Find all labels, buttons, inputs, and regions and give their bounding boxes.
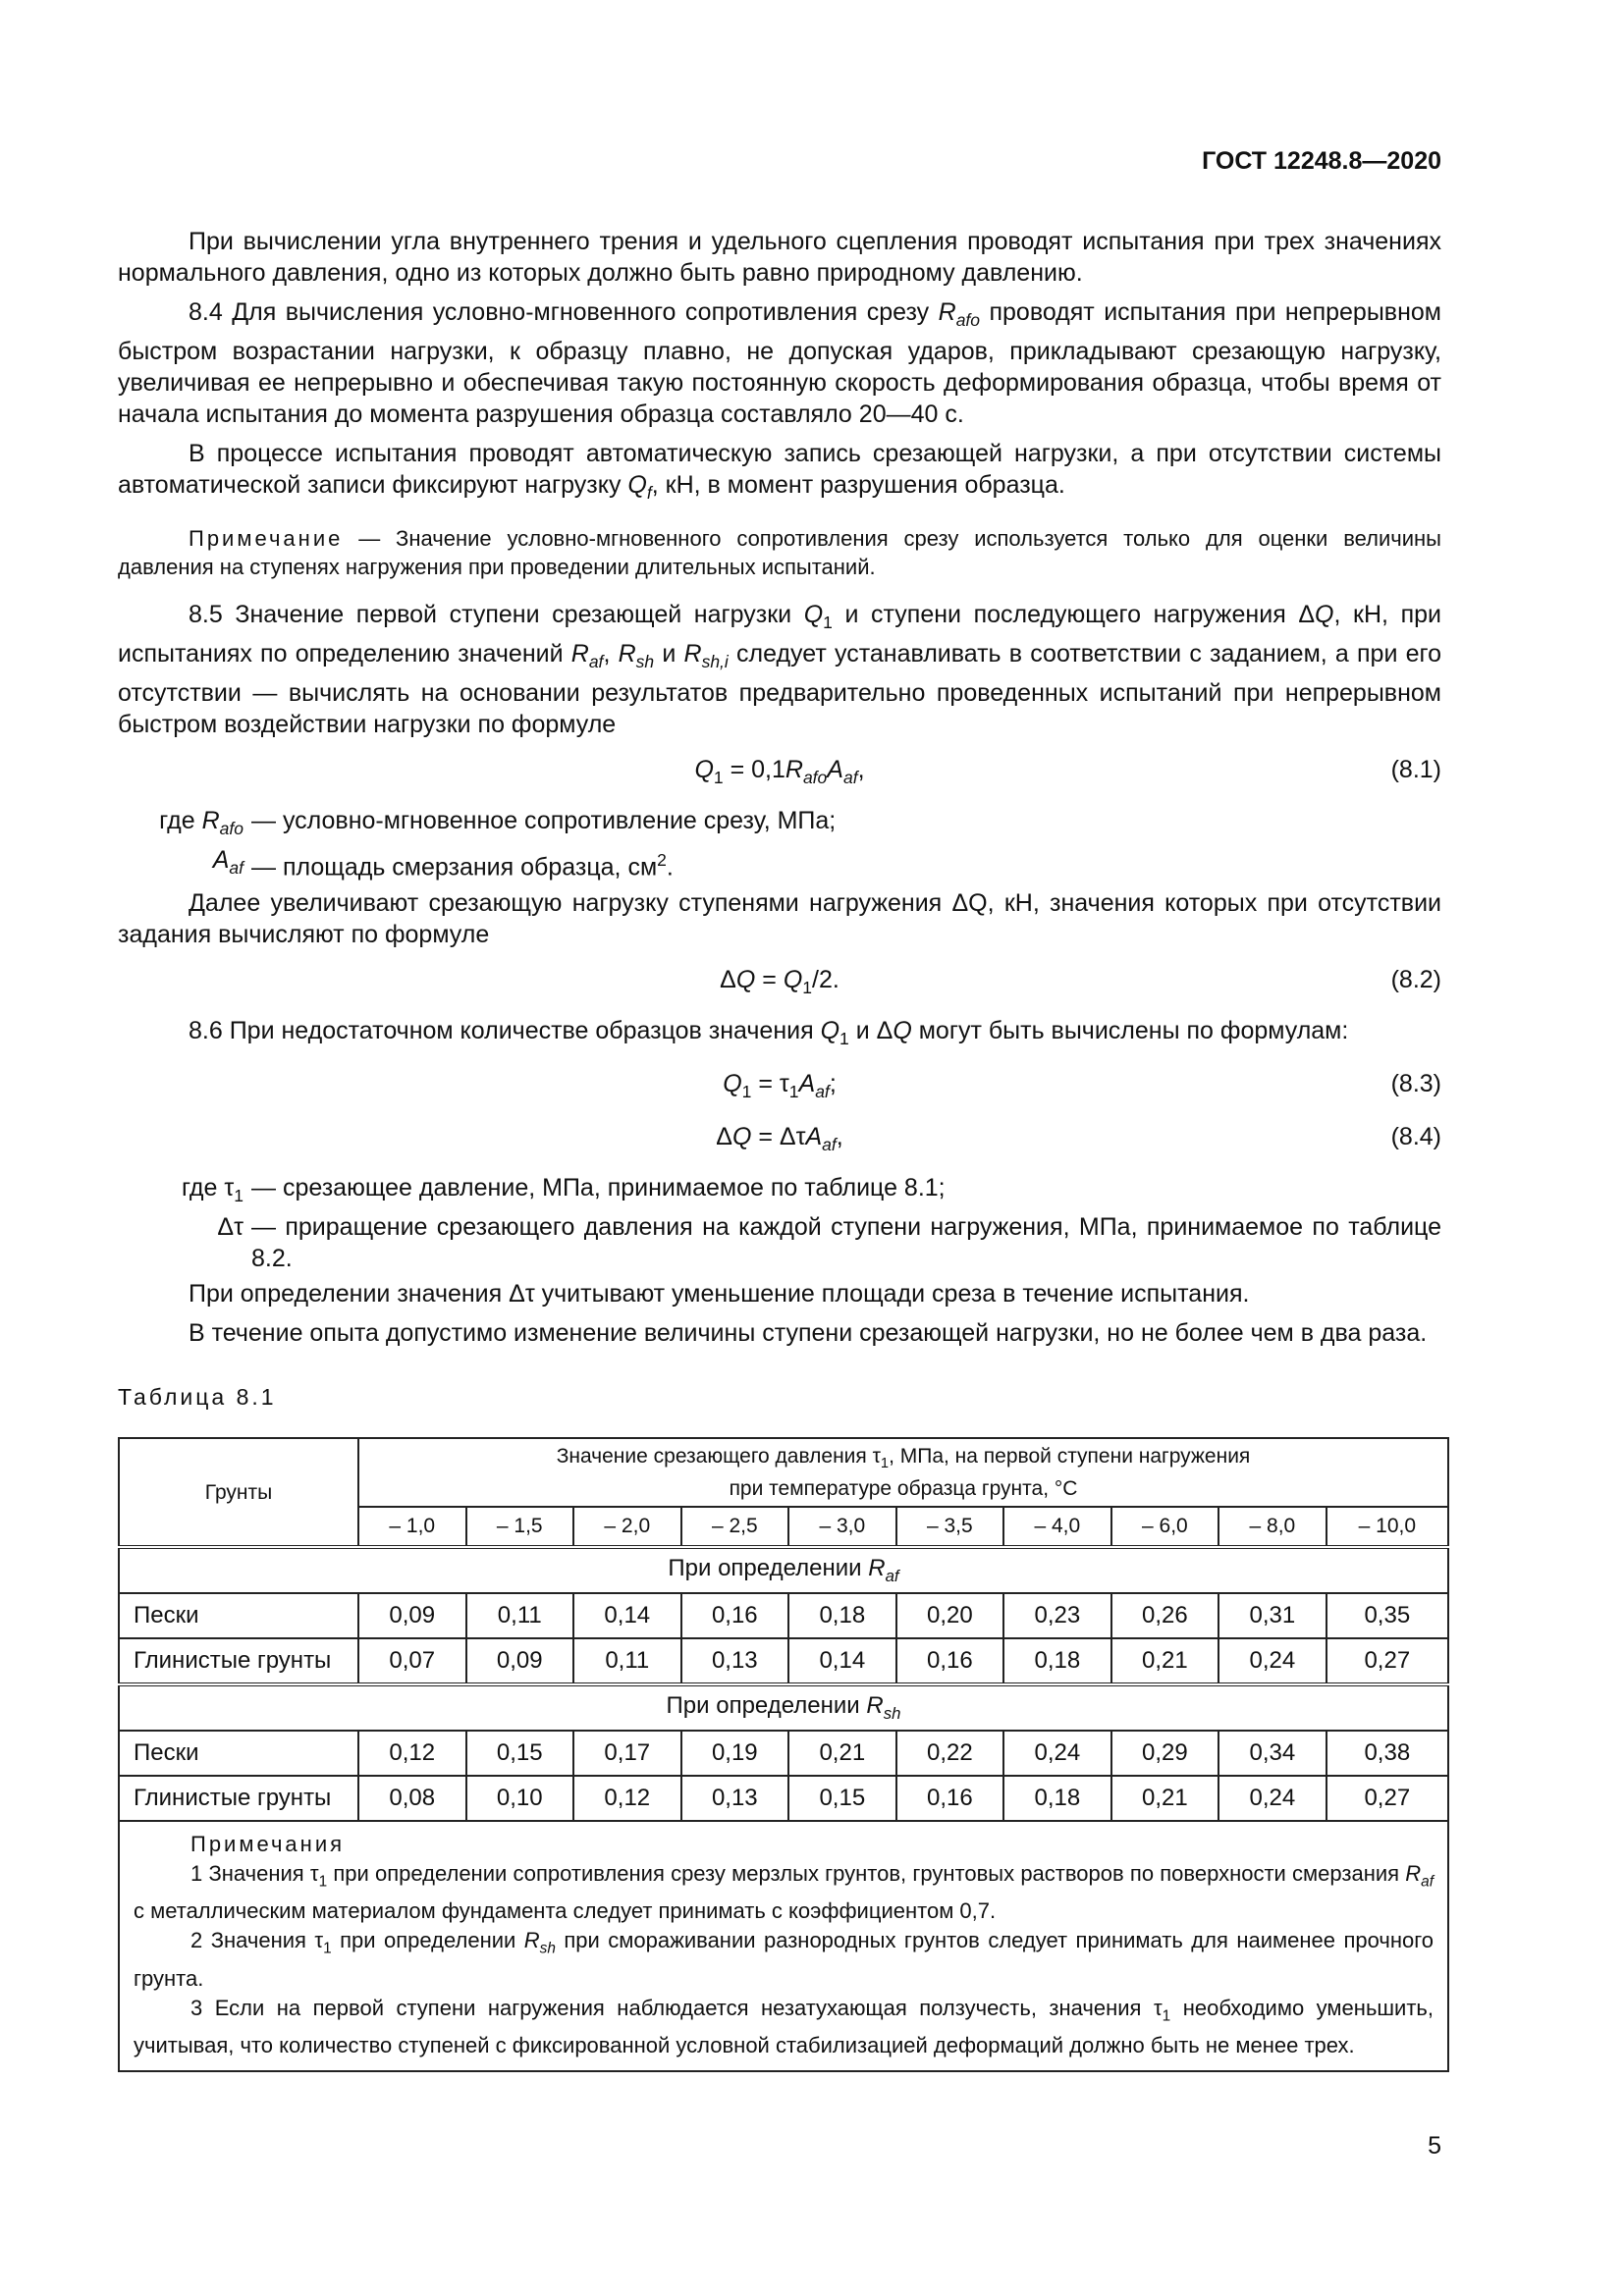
value-cell: 0,21 [1111, 1638, 1219, 1684]
section-title: При определении $R_{af}$ [119, 1547, 1448, 1593]
table-note-3: 3 Если на первой ступени нагружения наблюдается незатухающая ползучесть, значения $\tau_1$ необходимо уменьшить, учитывая, что количество ступеней с фиксированной условной стабилизацией деформаций должно быть не менее трех. [134, 1995, 1434, 2058]
table-section-row [119, 1684, 1448, 1731]
note-label: Примечание [189, 526, 344, 551]
where-list-1: где $R_{afo}$ — условно-мгновенное сопротивление срезу, МПа; $A_{af}$ — площадь смерзания образца, $см^2$. [159, 807, 837, 881]
table-note-2: 2 Значения $\tau_1$ при определении $R_{sh}$ при смораживании разнородных грунтов следует принимать для наименее прочного грунта. [134, 1928, 1434, 1991]
value-cell: 0,12 [573, 1776, 681, 1821]
document-code: ГОСТ 12248.8—2020 [1202, 147, 1441, 175]
table-row [119, 1731, 1448, 1776]
page-number: 5 [1428, 2132, 1441, 2160]
table-8-1 [118, 1437, 1449, 2072]
value-cell: 0,26 [1111, 1593, 1219, 1638]
formula-8-3: $Q_1 = \tau_1A_{af}$; (8.3) [723, 1070, 1441, 1101]
value-cell: 0,18 [1003, 1638, 1111, 1684]
value-cell: 0,27 [1326, 1638, 1448, 1684]
paragraph-8-4: 8.4 Для вычисления условно-мгновенного сопротивления срезу $R_{afo}$ проводят испытания при непрерывном быстром возрастании нагрузки, к образцу плавно, не допуская ударов, прикладывают срезающую нагрузку, увеличивая ее непрерывно и обеспечивая такую постоянную скорость деформирования образца, чтобы время от начала испытания до момента разрушения образца составляло 20—40 с. [118, 298, 1441, 428]
soil-type-cell: Пески [119, 1731, 358, 1776]
where-list-2: где $\tau_1$ — срезающее давление, МПа, принимаемое по таблице 8.1; Δτ — приращение срезающего давления на каждой ступени нагружения, МПа, принимаемое по таблице 8.2. [181, 1174, 1441, 1272]
temperature-header: – 4,0 [1003, 1507, 1111, 1547]
value-cell: 0,14 [788, 1638, 896, 1684]
value-cell: 0,19 [681, 1731, 789, 1776]
note-text: — Значение условно-мгновенного сопротивления срезу используется только для оценки величины давления на ступенях нагружения при проведении длительных испытаний. [118, 526, 1441, 579]
value-cell: 0,18 [788, 1593, 896, 1638]
value-header: Значение срезающего давления $\tau_1$, МПа, на первой ступени нагружения при температуре образца грунта, °С [358, 1438, 1448, 1507]
temperature-header: – 2,5 [681, 1507, 789, 1547]
temperature-header: – 1,5 [466, 1507, 574, 1547]
value-cell: 0,14 [573, 1593, 681, 1638]
soil-type-cell: Пески [119, 1593, 358, 1638]
value-cell: 0,16 [681, 1593, 789, 1638]
value-cell: 0,09 [358, 1593, 466, 1638]
value-cell: 0,08 [358, 1776, 466, 1821]
paragraph-intro: При вычислении угла внутреннего трения и удельного сцепления проводят испытания при трех значениях нормального давления, одно из которых должно быть равно природному давлению. [118, 228, 1441, 287]
soil-type-cell: Глинистые грунты [119, 1638, 358, 1684]
value-cell: 0,15 [466, 1731, 574, 1776]
note [118, 524, 1441, 581]
value-cell: 0,11 [466, 1593, 574, 1638]
body-text [118, 226, 1441, 1357]
value-cell: 0,13 [681, 1776, 789, 1821]
value-cell: 0,09 [466, 1638, 574, 1684]
formula-8-4: ΔQ = ΔτA$_{af}$, (8.4) [716, 1123, 1441, 1154]
value-cell: 0,38 [1326, 1731, 1448, 1776]
temperature-header: – 3,5 [896, 1507, 1004, 1547]
table-notes [119, 1821, 1448, 2071]
value-cell: 0,31 [1218, 1593, 1326, 1638]
temperature-header: – 2,0 [573, 1507, 681, 1547]
temperature-header: – 3,0 [788, 1507, 896, 1547]
value-cell: 0,17 [573, 1731, 681, 1776]
table-section-row [119, 1547, 1448, 1593]
value-cell: 0,16 [896, 1776, 1004, 1821]
value-cell: 0,07 [358, 1638, 466, 1684]
value-cell: 0,10 [466, 1776, 574, 1821]
table-row [119, 1638, 1448, 1684]
paragraph-8-6: 8.6 При недостаточном количестве образцов значения $Q_1$ и ΔQ могут быть вычислены по формулам: [189, 1017, 1349, 1048]
value-cell: 0,12 [358, 1731, 466, 1776]
value-cell: 0,20 [896, 1593, 1004, 1638]
paragraph-8-5: 8.5 Значение первой ступени срезающей нагрузки $Q_1$ и ступени последующего нагружения ΔQ, кН, при испытаниях по определению значений $R_{af}$, $R_{sh}$ и $R_{sh,i}$ следует устанавливать в соответствии с заданием, а при его отсутствии — вычислять на основании результатов предварительно проведенных испытаний при непрерывном быстром воздействии нагрузки по формуле [118, 601, 1442, 738]
value-cell: 0,27 [1326, 1776, 1448, 1821]
value-cell: 0,22 [896, 1731, 1004, 1776]
value-cell: 0,24 [1003, 1731, 1111, 1776]
value-cell: 0,23 [1003, 1593, 1111, 1638]
formula-8-2: $\Delta Q = Q_1/2$. (8.2) [720, 966, 1441, 997]
soil-header: Грунты [119, 1438, 358, 1547]
value-cell: 0,34 [1218, 1731, 1326, 1776]
value-cell: 0,21 [788, 1731, 896, 1776]
section-title: При определении $R_{sh}$ [119, 1684, 1448, 1731]
soil-type-cell: Глинистые грунты [119, 1776, 358, 1821]
value-cell: 0,13 [681, 1638, 789, 1684]
value-cell: 0,35 [1326, 1593, 1448, 1638]
temperature-header: – 8,0 [1218, 1507, 1326, 1547]
table-row [119, 1776, 1448, 1821]
value-cell: 0,24 [1218, 1776, 1326, 1821]
value-cell: 0,15 [788, 1776, 896, 1821]
value-cell: 0,11 [573, 1638, 681, 1684]
temperature-header: – 1,0 [358, 1507, 466, 1547]
paragraph-step-change: В течение опыта допустимо изменение величины ступени срезающей нагрузки, но не более чем в два раза. [189, 1319, 1428, 1347]
value-cell: 0,21 [1111, 1776, 1219, 1821]
temperature-header: – 6,0 [1111, 1507, 1219, 1547]
temperature-header: – 10,0 [1326, 1507, 1448, 1547]
formula-8-1: $Q_1 = 0,1R_{afo}A_{af}$, (8.1) [694, 756, 1441, 787]
notes-title: Примечания [190, 1832, 346, 1856]
value-cell: 0,16 [896, 1638, 1004, 1684]
table-row [119, 1593, 1448, 1638]
value-cell: 0,24 [1218, 1638, 1326, 1684]
table-title: Таблица 8.1 [118, 1384, 277, 1410]
table-note-1: 1 Значения $\tau_1$ при определении сопротивления срезу мерзлых грунтов, грунтовых растворов по поверхности смерзания $R_{af}$ с металлическим материалом фундамента следует принимать с коэффициентом 0,7. [134, 1861, 1435, 1924]
value-cell: 0,29 [1111, 1731, 1219, 1776]
value-cell: 0,18 [1003, 1776, 1111, 1821]
paragraph-recording: В процессе испытания проводят автоматическую запись срезающей нагрузки, а при отсутствии системы автоматической записи фиксируют нагрузку $Q_f$, кН, в момент разрушения образца. [118, 440, 1441, 503]
paragraph-increase: Далее увеличивают срезающую нагрузку ступенями нагружения ΔQ, кН, значения которых при отсутствии задания вычисляют по формуле [118, 889, 1441, 948]
paragraph-area: При определении значения Δτ учитывают уменьшение площади среза в течение испытания. [189, 1280, 1250, 1308]
